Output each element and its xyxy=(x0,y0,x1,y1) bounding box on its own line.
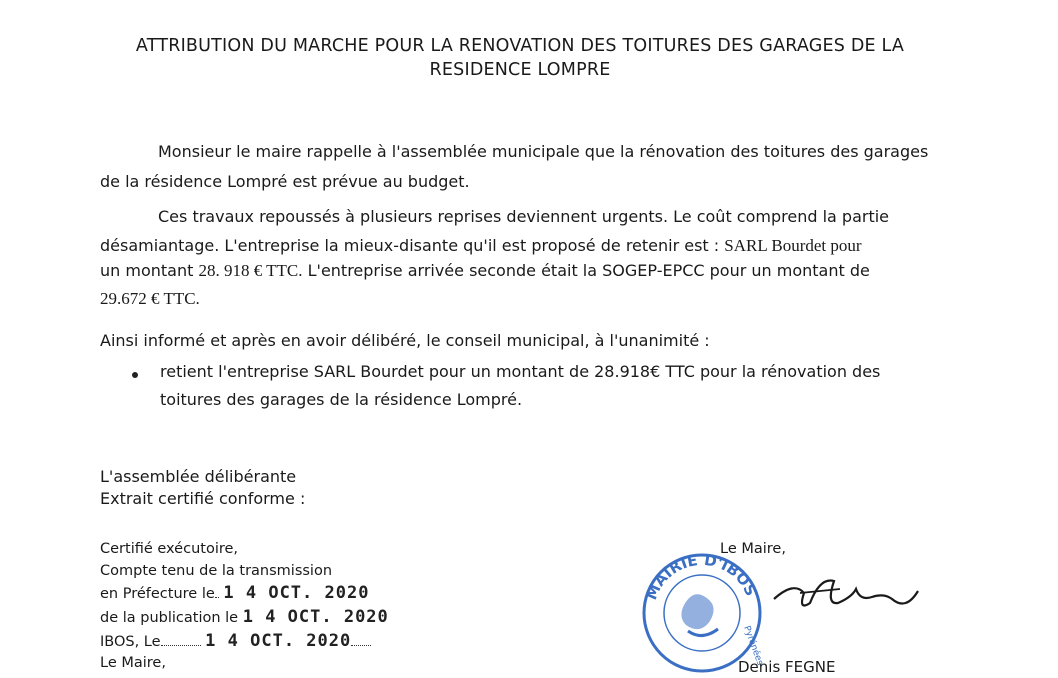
cert-line1: Certifié exécutoire, xyxy=(100,541,239,557)
mairie-seal-stamp xyxy=(640,535,770,675)
para3: Ainsi informé et après en avoir délibéré, le conseil municipal, à l'unanimité : xyxy=(100,331,710,350)
prefecture-line xyxy=(100,582,369,605)
signatory-name: Denis FEGNE xyxy=(738,658,836,676)
para2-line2-text: désamiantage. L'entreprise la mieux-disante qu'il est proposé de retenir est : xyxy=(100,236,720,255)
le-maire-left: Le Maire, xyxy=(100,655,166,671)
svg-text:MAIRIE D'IBOS: MAIRIE D'IBOS xyxy=(642,550,761,603)
bullet-line1: retient l'entreprise SARL Bourdet pour un montant de 28.918€ TTC pour la rénovation des xyxy=(160,362,881,381)
title-line-1: ATTRIBUTION DU MARCHE POUR LA RENOVATION DES TOITURES DES GARAGES DE LA xyxy=(135,36,905,56)
prefecture-date-stamp: 1 4 OCT. 2020 xyxy=(223,583,370,603)
ibos-label: IBOS, Le xyxy=(100,634,161,650)
bullet-line2: toitures des garages de la résidence Lompré. xyxy=(160,390,523,409)
assembly-line1: L'assemblée délibérante xyxy=(100,467,297,486)
mayor-signature xyxy=(770,565,920,625)
para1-line1: Monsieur le maire rappelle à l'assemblée municipale que la rénovation des toitures des garages xyxy=(158,142,929,161)
company-name: SARL Bourdet pour xyxy=(724,236,862,255)
publication-date-stamp: 1 4 OCT. 2020 xyxy=(242,607,389,627)
para1-line2: de la résidence Lompré est prévue au budget. xyxy=(100,172,470,191)
para2-line1: Ces travaux repoussés à plusieurs reprises deviennent urgents. Le coût comprend la partie xyxy=(158,207,890,226)
assembly-line2: Extrait certifié conforme : xyxy=(100,489,306,508)
bullet-dot xyxy=(132,372,138,378)
le-maire-right: Le Maire, xyxy=(720,541,786,557)
publication-label: de la publication le xyxy=(100,610,239,626)
para2-line3-label: un montant xyxy=(100,261,194,280)
svg-text:Pyrénées: Pyrénées xyxy=(741,624,765,667)
title-line-2: RESIDENCE LOMPRE xyxy=(429,60,611,80)
para2-line3 xyxy=(100,256,936,286)
ibos-line xyxy=(100,630,371,653)
amount-winner: 28. 918 € TTC. xyxy=(198,261,303,280)
publication-line xyxy=(100,606,389,629)
cert-line2: Compte tenu de la transmission xyxy=(100,563,333,579)
document-title xyxy=(0,34,1040,82)
para2-line3-text: L'entreprise arrivée seconde était la SOGEP-EPCC pour un montant de xyxy=(307,261,870,280)
prefecture-label: en Préfecture le xyxy=(100,586,215,602)
ibos-date-stamp: 1 4 OCT. 2020 xyxy=(205,631,352,651)
amount-second: 29.672 € TTC. xyxy=(100,289,200,308)
